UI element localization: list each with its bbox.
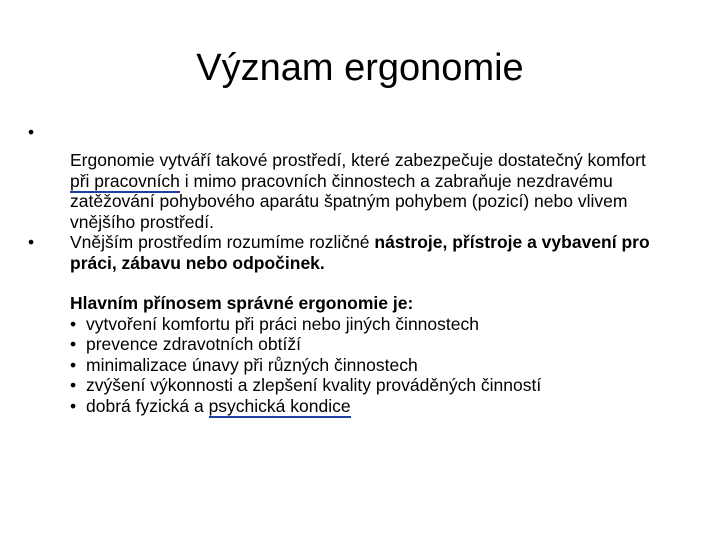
benefits-section (70, 293, 698, 416)
bullet-empty-line (70, 122, 660, 150)
bullet-symbol: • (70, 334, 77, 354)
benefit-item (70, 334, 698, 355)
slide-content (28, 122, 698, 416)
hyperlink-psychicka-kondice[interactable]: psychická kondice (208, 395, 351, 416)
paragraph-text: Vnějším prostředím rozumíme rozličné (70, 232, 375, 252)
benefit-text: vytvoření komfortu při práci nebo jiných činnostech (86, 313, 479, 334)
benefits-heading: Hlavním přínosem správné ergonomie je: (70, 293, 414, 313)
paragraph-text: Ergonomie vytváří takové prostředí, které zabezpečuje dostatečný komfort (70, 150, 646, 170)
paragraph-text: i mimo pracovních činnostech a zabraňuje nezdravému zatěžování pohybového aparátu špatným pohybem (pozicí) nebo vlivem vnějšího prostředí. (70, 170, 628, 232)
bullet-symbol: • (70, 354, 77, 375)
bullet-item (28, 232, 698, 273)
benefit-item (70, 396, 698, 417)
bullet-symbol: • (70, 313, 77, 334)
benefit-text: prevence zdravotních obtíží (86, 334, 301, 354)
paragraph-bold-text: nástroje, přístroje a vybavení pro práci, zábavu nebo odpočinek. (70, 232, 650, 273)
benefit-text: dobrá fyzická a (86, 395, 209, 416)
bullet-symbol: • (28, 232, 35, 252)
bullet-symbol: • (70, 375, 77, 395)
bullet-symbol: • (28, 122, 35, 142)
bullet-symbol: • (70, 395, 77, 416)
benefit-text: zvýšení výkonnosti a zlepšení kvality prováděných činností (86, 375, 542, 395)
benefit-item (70, 314, 698, 335)
benefit-item (70, 375, 698, 396)
bullet-item (28, 122, 698, 232)
hyperlink-pri-pracovnich[interactable]: při pracovních (70, 170, 180, 191)
benefit-text: minimalizace únavy při různých činnostech (86, 354, 418, 375)
benefit-item (70, 355, 698, 376)
slide-title: Význam ergonomie (196, 47, 524, 89)
